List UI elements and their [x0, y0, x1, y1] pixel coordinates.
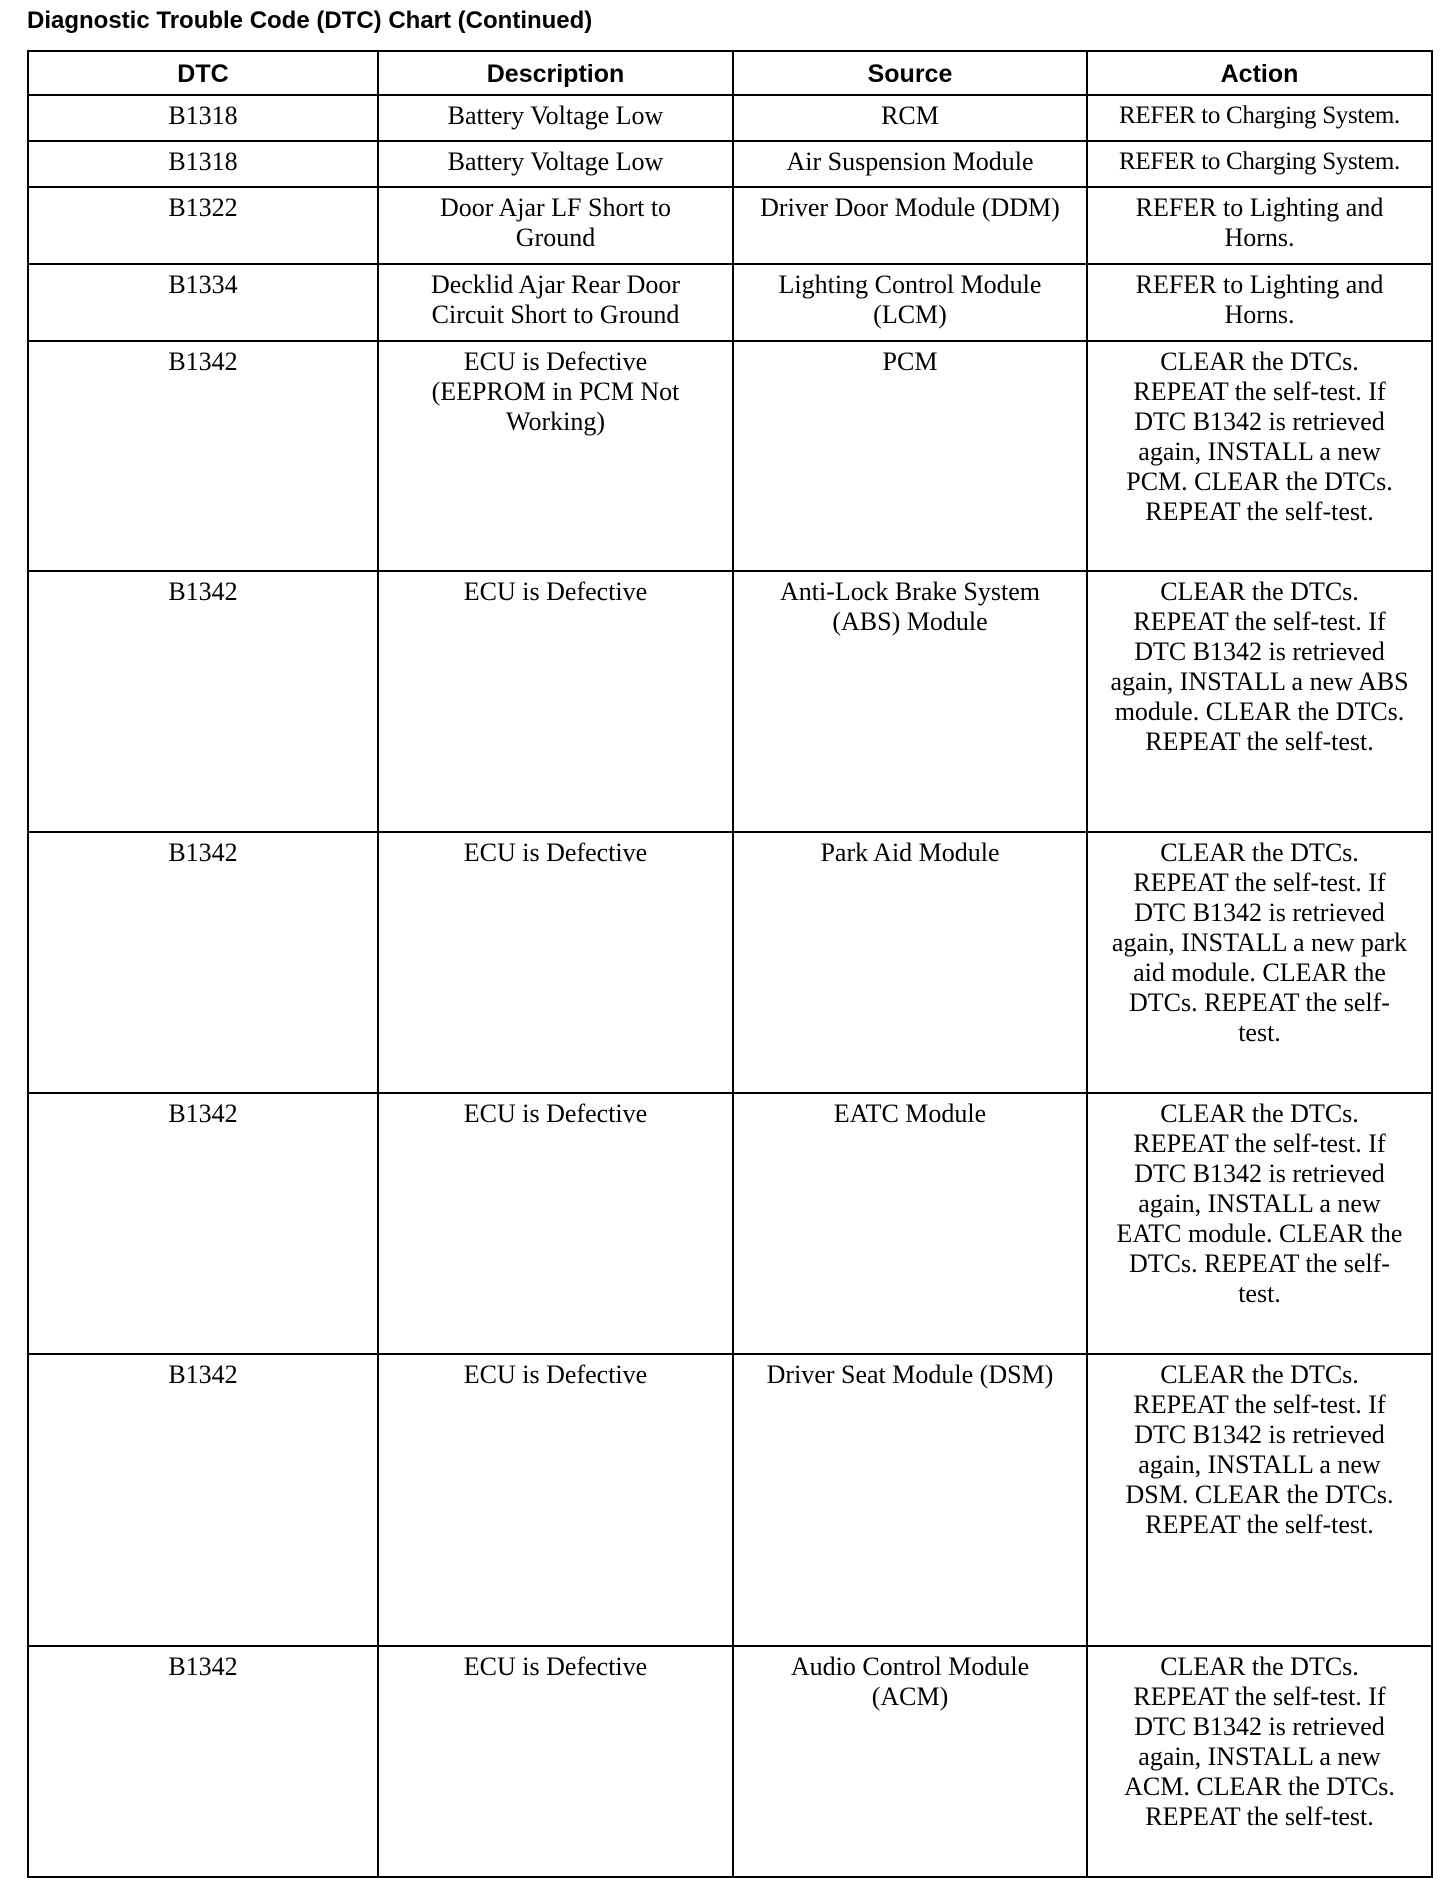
dtc-cell — [28, 571, 378, 832]
table-row — [28, 1093, 1432, 1354]
dtc-cell — [28, 264, 378, 341]
action-text: CLEAR the DTCs. REPEAT the self-test. If DTC B1342 is retrieved again, INSTALL a new ACM. CLEAR the DTCs. REPEAT the self-test. — [1124, 1652, 1395, 1831]
table-row — [28, 187, 1432, 264]
table-row — [28, 1354, 1432, 1646]
source-text: Audio Control Module (ACM) — [790, 1652, 1030, 1711]
description-text: ECU is Defective — [463, 577, 648, 606]
description-text: ECU is Defective (EEPROM in PCM Not Working) — [431, 347, 680, 436]
action-cell — [1087, 832, 1432, 1093]
source-cell — [733, 141, 1087, 187]
action-text: REFER to Charging System. — [1119, 102, 1400, 129]
action-cell — [1087, 264, 1432, 341]
source-cell — [733, 832, 1087, 1093]
description-text: Battery Voltage Low — [447, 147, 664, 176]
action-cell — [1087, 187, 1432, 264]
dtc-cell — [28, 832, 378, 1093]
action-text: REFER to Lighting and Horns. — [1135, 193, 1384, 252]
column-header-source: Source — [733, 51, 1087, 95]
dtc-code: B1318 — [168, 147, 238, 176]
action-text: CLEAR the DTCs. REPEAT the self-test. If DTC B1342 is retrieved again, INSTALL a new PCM. CLEAR the DTCs. REPEAT the self-test. — [1126, 347, 1393, 526]
description-cell — [378, 341, 733, 571]
action-text: REFER to Lighting and Horns. — [1135, 270, 1384, 329]
page-title: Diagnostic Trouble Code (DTC) Chart (Continued) — [27, 7, 593, 34]
source-cell — [733, 571, 1087, 832]
dtc-cell — [28, 341, 378, 571]
dtc-code: B1342 — [168, 1652, 238, 1681]
description-cell — [378, 1093, 733, 1354]
source-cell — [733, 95, 1087, 141]
source-cell — [733, 1646, 1087, 1877]
source-text: Park Aid Module — [820, 838, 1000, 867]
description-cell — [378, 187, 733, 264]
source-cell — [733, 1354, 1087, 1646]
column-header-dtc: DTC — [28, 51, 378, 95]
action-cell — [1087, 1354, 1432, 1646]
dtc-chart-table — [27, 50, 1433, 1878]
description-text: Battery Voltage Low — [447, 101, 664, 130]
description-cell — [378, 832, 733, 1093]
source-cell — [733, 264, 1087, 341]
table-row — [28, 141, 1432, 187]
description-cell — [378, 141, 733, 187]
table-row — [28, 95, 1432, 141]
action-text: CLEAR the DTCs. REPEAT the self-test. If DTC B1342 is retrieved again, INSTALL a new DSM. CLEAR the DTCs. REPEAT the self-test. — [1125, 1360, 1394, 1539]
table-header-row — [28, 51, 1432, 95]
action-cell — [1087, 141, 1432, 187]
description-cell — [378, 571, 733, 832]
action-cell — [1087, 95, 1432, 141]
dtc-code: B1342 — [168, 577, 238, 606]
table-row — [28, 264, 1432, 341]
description-text: Decklid Ajar Rear Door Circuit Short to Ground — [430, 270, 681, 329]
dtc-code: B1322 — [168, 193, 238, 222]
description-text: ECU is Defective — [463, 1099, 648, 1128]
description-cell — [378, 264, 733, 341]
description-cell — [378, 1646, 733, 1877]
action-text: CLEAR the DTCs. REPEAT the self-test. If DTC B1342 is retrieved again, INSTALL a new EATC module. CLEAR the DTCs. REPEAT the self-test. — [1116, 1099, 1403, 1308]
action-cell — [1087, 341, 1432, 571]
dtc-cell — [28, 1093, 378, 1354]
source-text: Lighting Control Module (LCM) — [778, 270, 1042, 329]
dtc-cell — [28, 95, 378, 141]
dtc-cell — [28, 1646, 378, 1877]
source-text: Air Suspension Module — [786, 147, 1034, 176]
column-header-action: Action — [1087, 51, 1432, 95]
dtc-cell — [28, 141, 378, 187]
source-cell — [733, 187, 1087, 264]
description-cell — [378, 1354, 733, 1646]
column-header-description: Description — [378, 51, 733, 95]
action-text: CLEAR the DTCs. REPEAT the self-test. If DTC B1342 is retrieved again, INSTALL a new ABS module. CLEAR the DTCs. REPEAT the self-test. — [1110, 577, 1409, 756]
action-cell — [1087, 1093, 1432, 1354]
source-text: Driver Door Module (DDM) — [760, 193, 1060, 222]
source-text: RCM — [881, 101, 939, 130]
action-cell — [1087, 1646, 1432, 1877]
dtc-code: B1342 — [168, 838, 238, 867]
table-row — [28, 571, 1432, 832]
action-cell — [1087, 571, 1432, 832]
description-text: ECU is Defective — [463, 1360, 648, 1389]
description-text: Door Ajar LF Short to Ground — [439, 193, 672, 252]
dtc-cell — [28, 187, 378, 264]
dtc-code: B1342 — [168, 347, 238, 376]
source-text: Driver Seat Module (DSM) — [766, 1360, 1054, 1389]
table-row — [28, 1646, 1432, 1877]
table-row — [28, 832, 1432, 1093]
source-cell — [733, 1093, 1087, 1354]
description-text: ECU is Defective — [463, 838, 648, 867]
dtc-code: B1342 — [168, 1360, 238, 1389]
description-cell — [378, 95, 733, 141]
dtc-code: B1318 — [168, 101, 238, 130]
description-text: ECU is Defective — [463, 1652, 648, 1681]
source-text: PCM — [882, 347, 938, 376]
dtc-cell — [28, 1354, 378, 1646]
action-text: REFER to Charging System. — [1119, 148, 1400, 175]
dtc-code: B1334 — [168, 270, 238, 299]
action-text: CLEAR the DTCs. REPEAT the self-test. If DTC B1342 is retrieved again, INSTALL a new park aid module. CLEAR the DTCs. REPEAT the self-test. — [1111, 838, 1408, 1047]
source-text: Anti-Lock Brake System (ABS) Module — [780, 577, 1040, 636]
source-text: EATC Module — [833, 1099, 987, 1128]
source-cell — [733, 341, 1087, 571]
dtc-code: B1342 — [168, 1099, 238, 1128]
table-row — [28, 341, 1432, 571]
